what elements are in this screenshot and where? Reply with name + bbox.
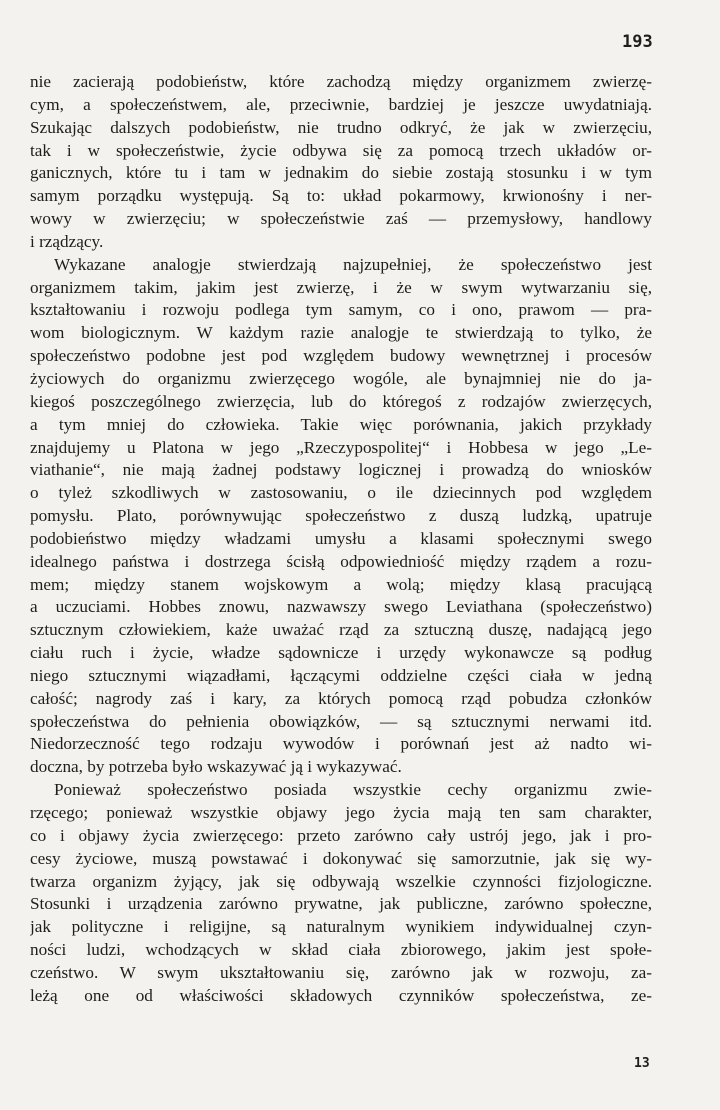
text-line: samym porządku występują. Są to: układ pokarmowy, krwionośny i ner- bbox=[30, 186, 652, 206]
text-line: Stosunki i urządzenia zarówno prywatne, jak publiczne, zarówno społeczne, bbox=[30, 894, 652, 914]
text-line: pomysłu. Plato, porównywując społeczeństwo z duszą ludzką, upatruje bbox=[30, 506, 652, 526]
text-line: ności ludzi, wchodzących w skład ciała zbiorowego, jakim jest społe- bbox=[30, 940, 652, 960]
text-line: Niedorzeczność tego rodzaju wywodów i porównań jest aż nadto wi- bbox=[30, 734, 652, 754]
paragraph-first-line: Ponieważ społeczeństwo posiada wszystkie cechy organizmu zwie- bbox=[54, 780, 652, 800]
text-line: znajdujemy u Platona w jego „Rzeczypospolitej“ i Hobbesa w jego „Le- bbox=[30, 437, 652, 457]
text-line: mem; między stanem wojskowym a wolą; między klasą pracującą bbox=[30, 574, 652, 594]
text-line: cym, a społeczeństwem, ale, przeciwnie, bardziej je jeszcze uwydatniają. bbox=[30, 94, 652, 114]
text-line: wowy w zwierzęciu; w społeczeństwie zaś — przemysłowy, handlowy bbox=[30, 209, 652, 229]
text-line: rzęcego; ponieważ wszystkie objawy jego życia mają ten sam charakter, bbox=[30, 803, 652, 822]
text-line: leżą one od właściwości składowych czynników społeczeństwa, ze- bbox=[30, 985, 652, 1005]
text-line: o tyleż szkodliwych w zastosowaniu, o ile dziecinnych pod względem bbox=[30, 483, 652, 503]
body-text bbox=[30, 71, 652, 1008]
text-line: tak i w społeczeństwie, życie odbywa się za pomocą trzech układów or- bbox=[30, 140, 652, 160]
text-line: niego sztucznymi wiązadłami, łączącymi oddzielne części ciała w jedną bbox=[30, 665, 652, 685]
signature-mark: 13 bbox=[634, 1056, 650, 1071]
text-line: społeczeństwo podobne jest pod względem budowy wewnętrznej i procesów bbox=[30, 346, 652, 366]
text-line: organizmem takim, jakim jest zwierzę, i że w swym wytwarzaniu się, bbox=[30, 277, 652, 297]
text-line: kształtowaniu i rozwoju podlega tym samym, co i ono, prawom — pra- bbox=[30, 300, 652, 320]
text-line: całość; nagrody zaś i kary, za których pomocą rząd pobudza członków bbox=[30, 688, 652, 708]
text-line: życiowych do organizmu zwierzęcego wogóle, ale bynajmniej nie do ja- bbox=[30, 368, 652, 388]
text-line: idealnego państwa i dostrzega ścisłą odpowiedniość między rządem a rozu- bbox=[30, 551, 652, 571]
page-number: 193 bbox=[622, 32, 653, 52]
text-line: cesy życiowe, muszą powstawać i dokonywać się samorzutnie, jak się wy- bbox=[30, 848, 652, 868]
text-line: doczna, by potrzeba było wskazywać ją i wykazywać. bbox=[30, 757, 402, 777]
text-line: i rządzący. bbox=[30, 231, 104, 251]
text-line: kiegoś poszczególnego zwierzęcia, lub do któregoś z rodzajów zwierzęcych, bbox=[30, 391, 652, 411]
text-line: ciału ruch i życie, władze sądownicze i urzędy wykonawcze są podług bbox=[30, 643, 652, 663]
text-line: jak polityczne i religijne, są naturalnym wynikiem indywidualnej czyn- bbox=[30, 917, 652, 937]
text-line: co i objawy życia zwierzęcego: przeto zarówno cały ustrój jego, jak i pro- bbox=[30, 825, 652, 845]
text-line: Szukając dalszych podobieństw, nie trudno odkryć, że jak w zwierzęciu, bbox=[30, 117, 652, 137]
text-line: podobieństwo między władzami umysłu a klasami społecznymi swego bbox=[30, 528, 652, 548]
paragraph-first-line: Wykazane analogje stwierdzają najzupełniej, że społeczeństwo jest bbox=[54, 254, 652, 274]
text-line: społeczeństwa do pełnienia obowiązków, — są sztucznymi nerwami itd. bbox=[30, 711, 652, 731]
text-line: wom biologicznym. W każdym razie analogje te stwierdzają to tylko, że bbox=[30, 323, 652, 343]
text-line: a tym mniej do człowieka. Takie więc porównania, jakich przykłady bbox=[30, 414, 652, 434]
text-line: viathanie“, nie mają żadnej podstawy logicznej i prowadzą do wniosków bbox=[30, 460, 652, 480]
text-line: twarza organizm żyjący, jak się odbywają wszelkie czynności fizjologiczne. bbox=[30, 871, 652, 891]
text-line: a uczuciami. Hobbes znowu, nazwawszy swego Leviathana (społeczeństwo) bbox=[30, 597, 652, 617]
text-line: nie zacierają podobieństw, które zachodzą między organizmem zwierzę- bbox=[30, 72, 652, 91]
text-line: czeństwo. W swym ukształtowaniu się, zarówno jak w rozwoju, za- bbox=[30, 962, 652, 982]
text-line: ganicznych, które tu i tam w jednakim do siebie zostają stosunku i w tym bbox=[30, 163, 652, 183]
text-line: sztucznym człowiekiem, każe uważać rząd za sztuczną duszę, nadającą jego bbox=[30, 620, 652, 640]
